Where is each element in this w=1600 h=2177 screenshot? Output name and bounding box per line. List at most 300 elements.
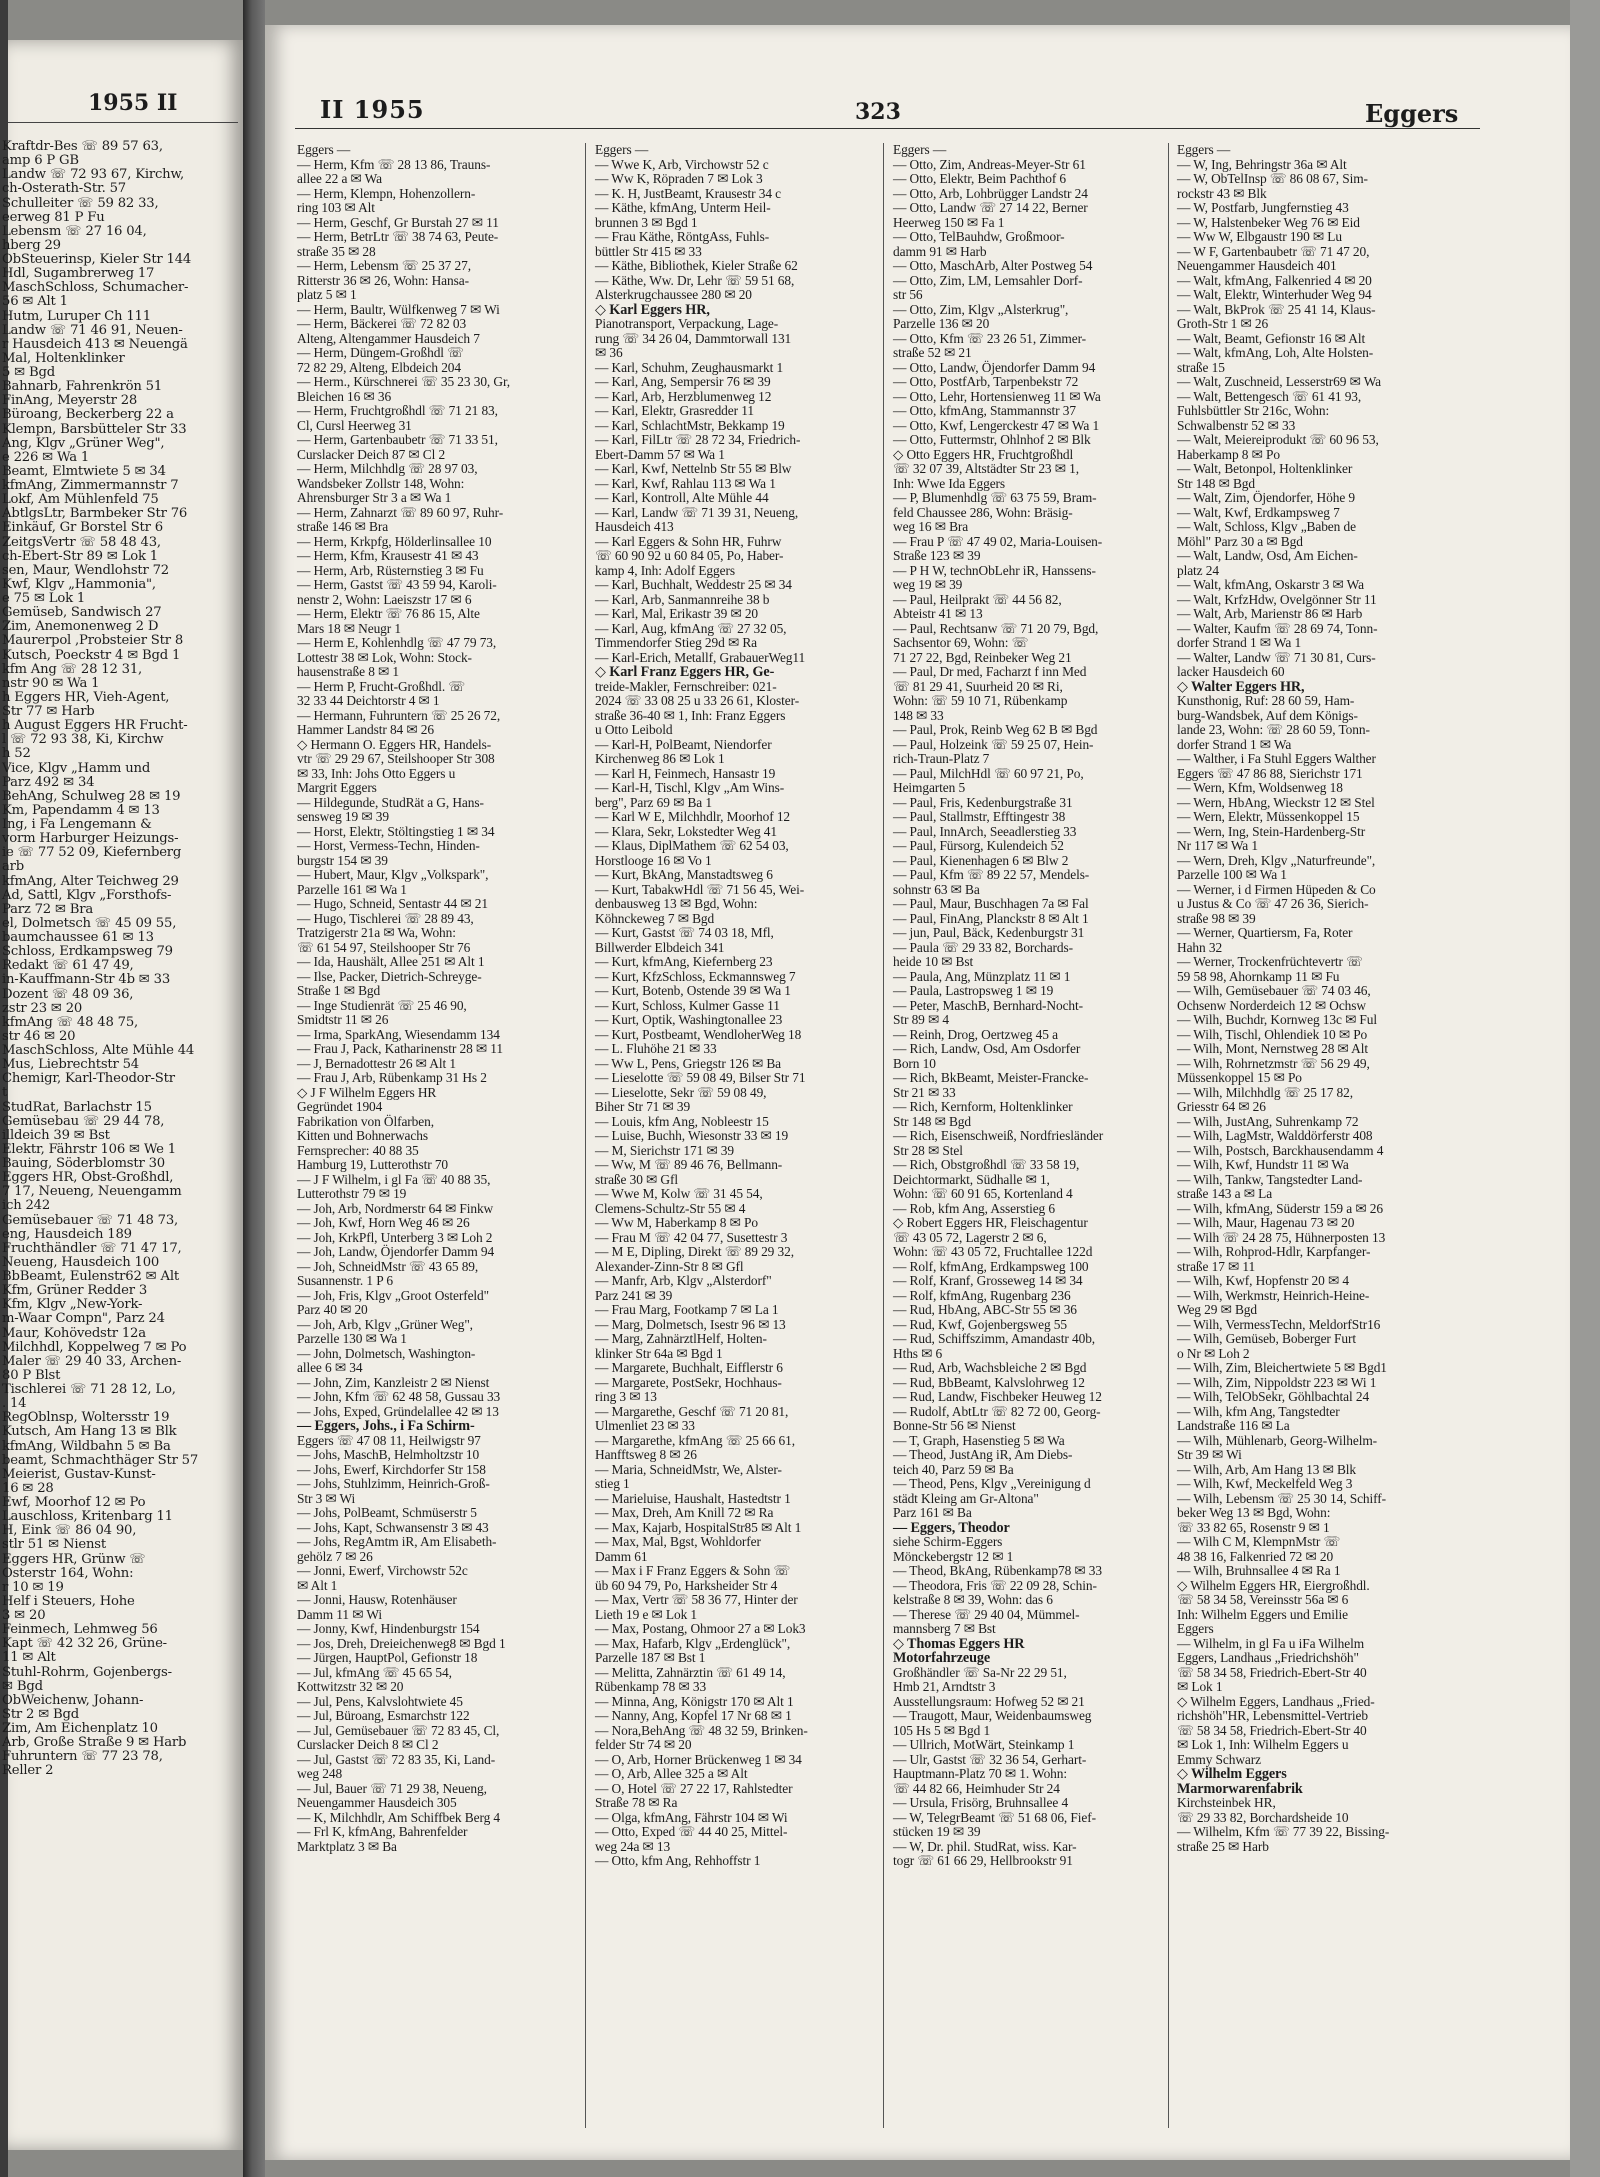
directory-entry-line: — Johs, RegAmtm iR, Am Elisabeth- <box>297 1534 497 1549</box>
previous-page-line: Helf i Steuers, Hohe <box>2 1593 135 1609</box>
directory-entry-line: heide 10 ✉ Bst <box>893 954 974 969</box>
directory-entry-line: Kitten und Bohnerwachs <box>297 1128 428 1143</box>
previous-page-line: hberg 29 <box>2 237 61 253</box>
directory-entry-line: — Werner, Trockenfrüchtevertr ☏ <box>1177 954 1363 969</box>
directory-entry-line: — Herm, Zahnarzt ☏ 89 60 97, Ruhr- <box>297 504 504 520</box>
directory-entry-line: 2024 ☏ 33 08 25 u 33 26 61, Kloster- <box>595 693 800 708</box>
directory-entry-line: — Joh, SchneidMstr ☏ 43 65 89, <box>297 1258 479 1274</box>
directory-entry-line: straße 146 ✉ Bra <box>297 519 389 534</box>
directory-entry-line: — Ww, M ☏ 89 46 76, Bellmann- <box>595 1157 783 1172</box>
directory-entry-line: — John, Zim, Kanzleistr 2 ✉ Nienst <box>297 1374 490 1390</box>
directory-entry-line: Parzelle 136 ✉ 20 <box>893 316 990 331</box>
directory-entry-line: — Herm E, Kohlenhdlg ☏ 47 79 73, <box>297 635 497 650</box>
directory-entry-line: — Otto, kfm Ang, Rehhoffstr 1 <box>595 1853 761 1868</box>
directory-entry-line: ◇ Otto Eggers HR, Fruchtgroßhdl <box>893 446 1074 462</box>
directory-entry-line: — Herm, Arb, Rüsternstieg 3 ✉ Fu <box>297 562 484 578</box>
directory-entry-line: Parzelle 161 ✉ Wa 1 <box>297 881 407 897</box>
directory-entry-line: — Wilh, Zim, Bleichertwiete 5 ✉ Bgd1 <box>1177 1360 1387 1375</box>
directory-entry-line: ☏ 44 82 66, Heimhuder Str 24 <box>893 1780 1060 1796</box>
directory-entry-line: — Klaus, DiplMathem ☏ 62 54 03, <box>595 838 789 853</box>
directory-entry-line: Str 21 ✉ 33 <box>893 1084 956 1100</box>
directory-entry-line: Eggers <box>1177 1621 1214 1636</box>
directory-entry-line: weg 16 ✉ Bra <box>893 519 969 534</box>
previous-page-line: Vice, Klgv „Hamm und <box>2 760 151 776</box>
directory-entry-line: Nr 117 ✉ Wa 1 <box>1177 838 1258 853</box>
previous-page-line: illdeich 39 ✉ Bst <box>2 1127 110 1143</box>
directory-entry-line: Str 89 ✉ 4 <box>893 1012 949 1027</box>
directory-entry-line: — Irma, SparkAng, Wiesendamm 134 <box>297 1026 500 1042</box>
previous-page-line: Str 2 ✉ Bgd <box>2 1706 80 1722</box>
directory-entry-line: beker Weg 13 ✉ Bgd, Wohn: <box>1177 1505 1331 1520</box>
directory-entry-line: — Wern, Ing, Stein-Hardenberg-Str <box>1177 823 1366 839</box>
directory-entry-line: — John, Dolmetsch, Washington- <box>297 1345 476 1361</box>
directory-entry-line: — O, Arb, Allee 325 a ✉ Alt <box>595 1766 748 1781</box>
directory-entry-line: — Johs, PolBeamt, Schmüserstr 5 <box>297 1505 477 1520</box>
directory-entry-line: Müssenkoppel 15 ✉ Po <box>1177 1070 1302 1085</box>
directory-entry-line: ☏ 29 33 82, Borchardsheide 10 <box>1177 1809 1349 1825</box>
directory-entry-line: — Kurt, Botenb, Ostende 39 ✉ Wa 1 <box>595 983 791 998</box>
previous-page-line: el, Dolmetsch ☏ 45 09 55, <box>2 915 177 931</box>
directory-entry-line: — Wilh, Tankw, Tangstedter Land- <box>1177 1171 1363 1187</box>
directory-entry-line: — Paul, Kienenhagen 6 ✉ Blw 2 <box>893 852 1069 868</box>
directory-entry-line: — Horst, Elektr, Stöltingstieg 1 ✉ 34 <box>297 823 495 839</box>
directory-entry-line: — Herm, Fruchtgroßhdl ☏ 71 21 83, <box>297 403 498 418</box>
directory-entry-line: Landstraße 116 ✉ La <box>1177 1418 1290 1433</box>
directory-entry-line: — Margarete, Buchhalt, Eifflerstr 6 <box>595 1360 783 1375</box>
directory-entry-line: straße 36-40 ✉ 1, Inh: Franz Eggers <box>595 707 786 723</box>
directory-entry-line: straße 15 <box>1177 359 1225 375</box>
previous-page-line: Einkäuf, Gr Borstel Str 6 <box>2 520 163 536</box>
directory-entry-line: hausenstraße 8 ✉ 1 <box>297 664 400 679</box>
directory-entry-line: — Paul, Fris, Kedenburgstraße 31 <box>893 794 1073 810</box>
directory-entry-line: — Jonny, Kwf, Hindenburgstr 154 <box>297 1621 480 1636</box>
directory-entry-line: — Walt, Elektr, Winterhuder Weg 94 <box>1177 287 1372 302</box>
directory-entry-line: — Wilh, Lebensm ☏ 25 30 14, Schiff- <box>1177 1490 1386 1506</box>
directory-entry-line: — Lieselotte ☏ 59 08 49, Bilser Str 71 <box>595 1070 806 1085</box>
directory-entry-line: — Hubert, Maur, Klgv „Volkspark", <box>297 867 489 882</box>
previous-page-line: Maurerpol ,Probsteier Str 8 <box>2 633 184 649</box>
directory-entry-line: Straße 78 ✉ Ra <box>595 1795 678 1810</box>
directory-entry-line: — Jul, Pens, Kalvslohtwiete 45 <box>297 1693 463 1709</box>
directory-entry-line: — W, ObTelInsp ☏ 86 08 67, Sim- <box>1177 171 1368 186</box>
directory-entry-line: — P, Blumenhdlg ☏ 63 75 59, Bram- <box>893 490 1097 505</box>
directory-entry-line: — Johs, Ewerf, Kirchdorfer Str 158 <box>297 1461 486 1477</box>
directory-entry-line: Ausstellungsraum: Hofweg 52 ✉ 21 <box>893 1693 1085 1709</box>
directory-entry-line: — Herm., Kürschnerei ☏ 35 23 30, Gr, <box>297 374 511 389</box>
directory-entry-line: Hauptmann-Platz 70 ✉ 1. Wohn: <box>893 1766 1067 1781</box>
directory-entry-line: — Johs, Exped, Gründelallee 42 ✉ 13 <box>297 1403 499 1419</box>
previous-page-line: in-Kauffmann-Str 4b ✉ 33 <box>2 972 171 988</box>
directory-entry-line: — W, Ing, Behringstr 36a ✉ Alt <box>1177 156 1347 172</box>
directory-entry-line: — W, TelegrBeamt ☏ 51 68 06, Fief- <box>893 1809 1096 1825</box>
directory-entry-line: — Theod, JustAng iR, Am Diebs- <box>893 1447 1073 1462</box>
directory-entry-line: — Hermann, Fuhruntern ☏ 25 26 72, <box>297 707 501 723</box>
directory-entry-line: — Karl-H, Tischl, Klgv „Am Wins- <box>595 780 785 795</box>
directory-entry-line: ✉ Alt 1 <box>297 1577 338 1593</box>
previous-page-line: Redakt ☏ 61 47 49, <box>2 958 134 974</box>
previous-page-line: str 46 ✉ 20 <box>2 1028 76 1044</box>
directory-entry-line: Parz 40 ✉ 20 <box>297 1302 368 1317</box>
directory-entry-line: — Wilh, kfmAng, Süderstr 159 a ✉ 26 <box>1177 1200 1383 1216</box>
directory-entry-line: — Karl-H, PolBeamt, Niendorfer <box>595 736 772 752</box>
directory-entry-line: 105 Hs 5 ✉ Bgd 1 <box>893 1722 991 1738</box>
directory-entry-line: — T, Graph, Hasenstieg 5 ✉ Wa <box>893 1432 1065 1448</box>
directory-entry-line: Straße 123 ✉ 39 <box>893 548 981 563</box>
directory-entry-line: — Kurt, Postbeamt, WendloherWeg 18 <box>595 1026 802 1042</box>
directory-entry-line: Gegründet 1904 <box>297 1099 383 1114</box>
volume-year-header: II 1955 <box>320 95 425 124</box>
previous-page-line: BehAng, Schulweg 28 ✉ 19 <box>2 788 181 804</box>
directory-entry-line: — Werner, Quartiersm, Fa, Roter <box>1177 925 1353 940</box>
directory-entry-line: Ebert-Damm 57 ✉ Wa 1 <box>595 446 725 462</box>
previous-page-line: ie ☏ 77 52 09, Kiefernberg <box>2 845 182 861</box>
directory-entry-line: — Herm, Düngem-Großhdl ☏ <box>297 345 464 360</box>
directory-entry-line: Eggers, Landhaus „Friedrichshöh" <box>1177 1650 1359 1665</box>
previous-page-line: ich 242 <box>2 1198 51 1214</box>
previous-page-line: Maler ☏ 29 40 33, Archen- <box>2 1353 182 1369</box>
directory-entry-line: Damm 61 <box>595 1548 648 1564</box>
directory-entry-line: ☏ 43 05 72, Lagerstr 2 ✉ 6, <box>893 1229 1047 1245</box>
previous-page-line: Fruchthändler ☏ 71 47 17, <box>2 1240 182 1256</box>
previous-page-line: 5 ✉ Bgd <box>2 365 55 380</box>
previous-page-line: Kfm, Grüner Redder 3 <box>2 1283 148 1299</box>
directory-entry-line: — Paul, Fürsorg, Kulendeich 52 <box>893 838 1064 853</box>
directory-entry-line: — Otto, Landw ☏ 27 14 22, Berner <box>893 200 1088 215</box>
directory-entry-line: Fabrikation von Ölfarben, <box>297 1113 434 1129</box>
directory-entry-line: — Karl, SchlachtMstr, Bekkamp 19 <box>595 417 785 433</box>
directory-entry-line: — Käthe, Ww. Dr, Lehr ☏ 59 51 68, <box>595 272 795 288</box>
previous-page-line: Schloss, Erdkampsweg 79 <box>2 944 173 960</box>
directory-entry-line: — Rud, Kwf, Gojenbergsweg 55 <box>893 1316 1067 1332</box>
previous-page-line: MaschSchloss, Alte Mühle 44 <box>2 1043 195 1058</box>
directory-entry-line: — Rich, Landw, Osd, Am Osdorfer <box>893 1041 1081 1056</box>
previous-page-line: Feinmech, Lehmweg 56 <box>2 1622 158 1638</box>
previous-page-line: Büroang, Beckerberg 22 a <box>2 407 174 423</box>
directory-entry-line: — Joh, KrkPfl, Unterberg 3 ✉ Loh 2 <box>297 1229 493 1245</box>
directory-entry-line: — Paul, FinAng, Planckstr 8 ✉ Alt 1 <box>893 910 1089 926</box>
directory-entry-line: — Rolf, kfmAng, Rugenbarg 236 <box>893 1287 1071 1303</box>
previous-page-line: 16 ✉ 28 <box>2 1480 54 1496</box>
directory-entry-line: — Otto, Lehr, Hortensienweg 11 ✉ Wa <box>893 388 1101 404</box>
directory-entry-line: burg-Wandsbek, Auf dem Königs- <box>1177 707 1358 723</box>
directory-entry-line: Susannenstr. 1 P 6 <box>297 1273 393 1288</box>
directory-entry-line: — Herm P, Frucht-Großhdl. ☏ <box>297 678 466 694</box>
previous-page-line: Ang, Klgv „Grüner Weg", <box>2 435 165 451</box>
directory-entry-line: — Walt, Zuschneid, Lesserstr69 ✉ Wa <box>1177 374 1382 389</box>
directory-column-1 <box>297 143 577 2128</box>
directory-entry-line: — Ida, Haushält, Allee 251 ✉ Alt 1 <box>297 954 485 969</box>
previous-page-line: Schulleiter ☏ 59 82 33, <box>2 195 159 211</box>
directory-entry-line: ✉ 33, Inh: Johs Otto Eggers u <box>297 765 456 781</box>
directory-entry-line: Möhl" Parz 30 a ✉ Bgd <box>1177 533 1303 549</box>
directory-entry-line: — Wilh, Mont, Nernstweg 28 ✉ Alt <box>1177 1041 1368 1056</box>
previous-page-line: kfmAng ☏ 48 48 75, <box>2 1014 139 1030</box>
directory-entry-line: — Kurt, kfmAng, Kiefernberg 23 <box>595 954 773 969</box>
directory-entry-line: ◇ Wilhelm Eggers HR, Eiergroßhdl. <box>1177 1577 1370 1593</box>
directory-entry-line: 59 58 98, Ahornkamp 11 ✉ Fu <box>1177 968 1340 984</box>
directory-entry-line: — Kurt, Schloss, Kulmer Gasse 11 <box>595 997 780 1013</box>
directory-entry-line: — Karl, Kwf, Rahlau 113 ✉ Wa 1 <box>595 475 776 491</box>
directory-entry-line: — Maria, SchneidMstr, We, Alster- <box>595 1461 782 1477</box>
directory-entry-line: Emmy Schwarz <box>1177 1751 1261 1767</box>
previous-page-line: Mal, Holtenklinker <box>2 350 125 366</box>
directory-entry-line: Ulmenliet 23 ✉ 33 <box>595 1418 695 1433</box>
directory-entry-line: Ritterstr 36 ✉ 26, Wohn: Hansa- <box>297 272 469 288</box>
previous-page-line: zstr 23 ✉ 20 <box>2 1000 83 1016</box>
directory-entry-line: — Karl, Arb, Herzblumenweg 12 <box>595 388 772 404</box>
directory-entry-line: Str 148 ✉ Bgd <box>893 1113 971 1129</box>
directory-entry-line: Bleichen 16 ✉ 36 <box>297 388 392 404</box>
column-divider <box>585 143 586 2128</box>
directory-entry-line: — W, Dr. phil. StudRat, wiss. Kar- <box>893 1838 1077 1854</box>
directory-entry-line: — Luise, Buchh, Wiesonstr 33 ✉ 19 <box>595 1128 789 1143</box>
directory-entry-line: büttler Str 415 ✉ 33 <box>595 243 702 259</box>
directory-entry-line: — Johs, MaschB, Helmholtzstr 10 <box>297 1447 480 1462</box>
directory-column-4 <box>1177 143 1457 2128</box>
directory-entry-line: — Frau M ☏ 42 04 77, Susettestr 3 <box>595 1229 788 1245</box>
directory-entry-line: berg", Parz 69 ✉ Ba 1 <box>595 794 712 810</box>
directory-entry-line: — O, Hotel ☏ 27 22 17, Rahlstedter <box>595 1780 793 1796</box>
previous-page-line: Parz 72 ✉ Bra <box>2 901 94 917</box>
previous-page-line: nstr 90 ✉ Wa 1 <box>2 675 100 691</box>
directory-entry-line: — Wilh, Kwf, Meckelfeld Weg 3 <box>1177 1476 1353 1491</box>
previous-page-line: Maur, Kohövedstr 12a <box>2 1325 146 1341</box>
directory-entry-line: weg 248 <box>297 1766 343 1781</box>
directory-entry-line: Sachsentor 69, Wohn: ☏ <box>893 635 1029 650</box>
directory-firm-heading: ◇ Karl Eggers HR, <box>595 301 710 318</box>
directory-entry-line: — Walter, Landw ☏ 71 30 81, Curs- <box>1177 649 1376 665</box>
directory-entry-line: stieg 1 <box>595 1476 630 1491</box>
directory-entry-line: — Rolf, kfmAng, Erdkampsweg 100 <box>893 1258 1089 1274</box>
directory-entry-line: — Otto, Zim, LM, Lemsahler Dorf- <box>893 272 1083 288</box>
previous-page-line: . 14 <box>2 1396 27 1412</box>
directory-entry-line: 48 38 16, Falkenried 72 ✉ 20 <box>1177 1548 1334 1564</box>
directory-entry-line: — Jürgen, HauptPol, Gefionstr 18 <box>297 1650 478 1665</box>
directory-entry-line: Weg 29 ✉ Bgd <box>1177 1302 1257 1317</box>
previous-page-line: Reller 2 <box>2 1763 54 1779</box>
directory-entry-line: — Jul, Büroang, Esmarchstr 122 <box>297 1708 470 1723</box>
directory-entry-line: Str 148 ✉ Bgd <box>1177 475 1255 491</box>
directory-entry-line: Smidtstr 11 ✉ 26 <box>297 1012 389 1027</box>
directory-entry-line: — Louis, kfm Ang, Nobleestr 15 <box>595 1113 769 1129</box>
directory-entry-line: — Wwe K, Arb, Virchowstr 52 c <box>595 156 769 172</box>
directory-entry-line: Eggers ☏ 47 08 11, Heilwigstr 97 <box>297 1432 481 1448</box>
directory-entry-line: — Wilh, JustAng, Suhrenkamp 72 <box>1177 1113 1359 1129</box>
directory-entry-line: — Karl, Ang, Sempersir 76 ✉ 39 <box>595 374 771 389</box>
directory-entry-line: — Paul, Holzeink ☏ 59 25 07, Hein- <box>893 736 1094 752</box>
directory-entry-line: felder Str 74 ✉ 20 <box>595 1737 692 1752</box>
directory-firm-heading: ◇ Walter Eggers HR, <box>1177 678 1305 695</box>
directory-entry-line: — Kurt, Optik, Washingtonallee 23 <box>595 1012 783 1027</box>
directory-entry-line: — Paul, Dr med, Facharzt f inn Med <box>893 664 1087 679</box>
directory-entry-line: — Karl, Kontroll, Alte Mühle 44 <box>595 490 769 505</box>
directory-entry-line: ring 103 ✉ Alt <box>297 200 375 215</box>
directory-entry-line: — Hugo, Schneid, Sentastr 44 ✉ 21 <box>297 896 488 911</box>
directory-entry-line: Groth-Str 1 ✉ 26 <box>1177 316 1269 331</box>
directory-entry-line: — Karl Eggers & Sohn HR, Fuhrw <box>595 533 782 549</box>
directory-entry-line: mannsberg 7 ✉ Bst <box>893 1621 996 1636</box>
previous-page-line: Gemüsebau ☏ 29 44 78, <box>2 1113 165 1129</box>
directory-entry-line: Timmendorfer Stieg 29d ✉ Ra <box>595 635 758 650</box>
directory-entry-line: — Joh, Kwf, Horn Weg 46 ✉ 26 <box>297 1215 470 1230</box>
directory-entry-line: — Ullrich, MotWärt, Steinkamp 1 <box>893 1737 1075 1752</box>
directory-entry-line: — Rud, BbBeamt, Kalvslohrweg 12 <box>893 1374 1085 1390</box>
directory-entry-line: — Rob, kfm Ang, Asserstieg 6 <box>893 1200 1055 1216</box>
directory-entry-line: straße 35 ✉ 28 <box>297 243 376 259</box>
directory-entry-line: — Herm, Klempn, Hohenzollern- <box>297 185 476 201</box>
directory-entry-line: Damm 11 ✉ Wi <box>297 1606 382 1622</box>
previous-page-line: Milchhdl, Koppelweg 7 ✉ Po <box>2 1339 187 1355</box>
directory-entry-line: — Max, Postang, Ohmoor 27 a ✉ Lok3 <box>595 1621 806 1636</box>
directory-entry-line: — Otto, Zim, Andreas-Meyer-Str 61 <box>893 156 1086 172</box>
directory-entry-line: 71 27 22, Bgd, Reinbeker Weg 21 <box>893 649 1072 665</box>
previous-page-line: FinAng, Meyerstr 28 <box>2 393 138 409</box>
directory-entry-line: Curslacker Deich 8 ✉ Cl 2 <box>297 1737 439 1752</box>
directory-entry-line: — Otto, TelBauhdw, Großmoor- <box>893 229 1065 244</box>
directory-entry-line: stücken 19 ✉ 39 <box>893 1824 981 1839</box>
previous-page-line: vorm Harburger Heizungs- <box>2 831 179 847</box>
previous-page-line: Fuhruntern ☏ 77 23 78, <box>2 1749 163 1765</box>
directory-entry-line: — Wilh, TelObSekr, Göhlbachtal 24 <box>1177 1389 1370 1404</box>
directory-entry-line: gehölz 7 ✉ 26 <box>297 1548 373 1564</box>
directory-entry-line: straße 17 ✉ 11 <box>1177 1258 1256 1274</box>
directory-entry-line: Lieth 19 e ✉ Lok 1 <box>595 1606 698 1622</box>
directory-entry-line: — Walther, i Fa Stuhl Eggers Walther <box>1177 751 1376 766</box>
directory-entry-line: — Karl, Elektr, Grasredder 11 <box>595 403 754 418</box>
directory-entry-line: Billwerder Elbdeich 341 <box>595 939 725 955</box>
directory-entry-line: — Joh, Arb, Nordmerstr 64 ✉ Finkw <box>297 1200 494 1216</box>
previous-page-line: Elektr, Fährstr 106 ✉ We 1 <box>2 1141 176 1157</box>
directory-entry-line: Kirchenweg 86 ✉ Lok 1 <box>595 751 725 766</box>
directory-entry-line: — Max, Kajarb, HospitalStr85 ✉ Alt 1 <box>595 1519 802 1535</box>
previous-page-line: RegOblnsp, Woltersstr 19 <box>2 1410 170 1426</box>
directory-entry-line: dorfer Strand 1 ✉ Wa 1 <box>1177 635 1302 650</box>
previous-page-line: MaschSchloss, Schumacher- <box>2 280 189 296</box>
directory-entry-line: — Ulr, Gastst ☏ 32 36 54, Gerhart- <box>893 1751 1087 1767</box>
directory-entry-line: Tratzigerstr 21a ✉ Wa, Wohn: <box>297 925 456 940</box>
directory-entry-line: — Herm, Kfm ☏ 28 13 86, Trauns- <box>297 156 491 172</box>
directory-entry-line: — Johs, Stuhlzimm, Heinrich-Groß- <box>297 1476 490 1491</box>
previous-page-line: Kutsch, Am Hang 13 ✉ Blk <box>2 1424 177 1440</box>
previous-page-line: Bauing, Söderblomstr 30 <box>2 1156 165 1171</box>
directory-entry-line: — Wwe M, Kolw ☏ 31 45 54, <box>595 1186 763 1201</box>
directory-entry-line: straße 52 ✉ 21 <box>893 345 972 360</box>
previous-page-line: Zim, Anemonenweg 2 D <box>2 619 159 635</box>
directory-entry-line: — Wilh, Maur, Hagenau 73 ✉ 20 <box>1177 1215 1355 1230</box>
directory-entry-line: Eggers — <box>595 142 649 157</box>
previous-page-line: BbBeamt, Eulenstr62 ✉ Alt <box>2 1269 179 1284</box>
directory-entry-line: — Karl, Arb, Sanmannreihe 38 b <box>595 591 770 607</box>
directory-entry-line: — Herm, Kfm, Krausestr 41 ✉ 43 <box>297 548 479 563</box>
directory-entry-line: — Kurt, KfzSchloss, Eckmannsweg 7 <box>595 968 796 984</box>
directory-entry-line: — W F, Gartenbaubetr ☏ 71 47 20, <box>1177 243 1370 259</box>
directory-entry-line: Pianotransport, Verpackung, Lage- <box>595 316 779 331</box>
directory-entry-line: — Klara, Sekr, Lokstedter Weg 41 <box>595 823 777 839</box>
directory-entry-line: — Walt, kfmAng, Oskarstr 3 ✉ Wa <box>1177 577 1364 592</box>
directory-firm-heading: — Eggers, Johs., i Fa Schirm- <box>297 1418 475 1434</box>
previous-page-fragment <box>2 40 243 2150</box>
directory-entry-line: — Theod, BkAng, Rübenkamp78 ✉ 33 <box>893 1563 1102 1578</box>
directory-entry-line: weg 24a ✉ 13 <box>595 1838 671 1854</box>
directory-entry-line: — Peter, MaschB, Bernhard-Nocht- <box>893 997 1084 1013</box>
directory-entry-line: — Walt, Arb, Marienstr 86 ✉ Harb <box>1177 606 1363 621</box>
directory-entry-line: — Paul, Kfm ☏ 89 22 57, Mendels- <box>893 867 1090 882</box>
directory-entry-line: Wohn: ☏ 60 91 65, Kortenland 4 <box>893 1186 1073 1201</box>
directory-entry-line: allee 6 ✉ 34 <box>297 1360 363 1375</box>
directory-entry-line: — Otto, kfmAng, Stammannstr 37 <box>893 403 1076 418</box>
directory-entry-line: ☏ 60 90 92 u 60 84 05, Po, Haber- <box>595 548 784 563</box>
directory-entry-line: richshöh"HR, Lebensmittel-Vertrieb <box>1177 1708 1368 1723</box>
directory-entry-line: rich-Traun-Platz 7 <box>893 751 990 766</box>
directory-entry-line: — Paula ☏ 29 33 82, Borchards- <box>893 939 1073 955</box>
directory-entry-line: nenstr 2, Wohn: Laeiszstr 17 ✉ 6 <box>297 591 472 607</box>
previous-page-line: eerweg 81 P Fu <box>2 209 105 225</box>
previous-page-line: amp 6 P GB <box>2 153 79 169</box>
directory-entry-line: — Walt, Zim, Öjendorfer, Höhe 9 <box>1177 490 1355 505</box>
directory-entry-line: — Karl-Erich, Metallf, GrabauerWeg11 <box>595 649 806 665</box>
directory-entry-line: — Rud, Schiffszimm, Amandastr 40b, <box>893 1331 1096 1346</box>
directory-entry-line: straße 98 ✉ 39 <box>1177 910 1256 926</box>
directory-entry-line: Alexander-Zinn-Str 8 ✉ Gfl <box>595 1258 744 1274</box>
directory-entry-line: Parzelle 130 ✉ Wa 1 <box>297 1331 407 1346</box>
directory-entry-line: Hahn 32 <box>1177 939 1223 955</box>
directory-entry-line: — Paul, MilchHdl ☏ 60 97 21, Po, <box>893 765 1084 781</box>
directory-entry-line: — Otto, PostfArb, Tarpenbekstr 72 <box>893 374 1079 389</box>
directory-entry-line: — Theod, Pens, Klgv „Vereinigung d <box>893 1476 1091 1491</box>
directory-entry-line: — Manfr, Arb, Klgv „Alsterdorf" <box>595 1273 772 1288</box>
directory-entry-line: — Margarethe, kfmAng ☏ 25 66 61, <box>595 1432 795 1448</box>
directory-entry-line: — Wilh, Milchhdlg ☏ 25 17 82, <box>1177 1084 1353 1100</box>
directory-entry-line: — Paul, Maur, Buschhagen 7a ✉ Fal <box>893 896 1089 911</box>
previous-page-line: e 75 ✉ Lok 1 <box>2 591 86 606</box>
surname-running-head: Eggers <box>1365 99 1459 128</box>
directory-entry-line: — Jul, Bauer ☏ 71 29 38, Neueng, <box>297 1780 487 1796</box>
previous-page-line: baumchaussee 61 ✉ 13 <box>2 930 154 945</box>
directory-entry-line: — Theodora, Fris ☏ 22 09 28, Schin- <box>893 1577 1097 1593</box>
directory-entry-line: — Wilh, Tischl, Ohlendiek 10 ✉ Po <box>1177 1026 1368 1042</box>
directory-entry-line: — Werner, i d Firmen Hüpeden & Co <box>1177 881 1376 897</box>
directory-entry-line: damm 91 ✉ Harb <box>893 243 987 259</box>
directory-entry-line: — Marg, ZahnärztlHelf, Holten- <box>595 1331 767 1346</box>
directory-entry-line: — Walt, Meiereiprodukt ☏ 60 96 53, <box>1177 432 1379 447</box>
directory-entry-line: — Paul, InnArch, Seeadlerstieg 33 <box>893 823 1077 839</box>
previous-page-line: kfmAng, Alter Teichweg 29 <box>2 873 179 889</box>
directory-entry-line: Alteng, Altengammer Hausdeich 7 <box>297 330 480 346</box>
directory-entry-line: ✉ 36 <box>595 345 623 360</box>
directory-entry-line: — P H W, technObLehr iR, Hanssens- <box>893 562 1096 578</box>
directory-entry-line: teich 40, Parz 59 ✉ Ba <box>893 1461 1014 1477</box>
previous-page-line: ✉ Bgd <box>2 1678 43 1694</box>
directory-entry-line: — Walt, Bettengesch ☏ 61 41 93, <box>1177 388 1362 404</box>
previous-page-line: Gemüsebauer ☏ 71 48 73, <box>2 1212 179 1228</box>
directory-entry-line: ◇ Wilhelm Eggers, Landhaus „Fried- <box>1177 1693 1375 1709</box>
previous-page-line: kfmAng, Wildbahn 5 ✉ Ba <box>2 1438 171 1454</box>
directory-entry-line: Horstlooge 16 ✉ Vo 1 <box>595 852 712 868</box>
directory-entry-line: — Karl, Schuhm, Zeughausmarkt 1 <box>595 359 784 375</box>
directory-entry-line: — Horst, Vermess-Techn, Hinden- <box>297 838 480 853</box>
directory-entry-line: treide-Makler, Fernschreiber: 021- <box>595 678 777 694</box>
directory-entry-line: Hamburg 19, Lutterothstr 70 <box>297 1157 449 1172</box>
directory-entry-line: Biher Str 71 ✉ 39 <box>595 1099 691 1114</box>
directory-entry-line: — Frl K, kfmAng, Bahrenfelder <box>297 1824 468 1839</box>
directory-entry-line: — Ww L, Pens, Griegstr 126 ✉ Ba <box>595 1055 782 1071</box>
directory-entry-line: — Olga, kfmAng, Fährstr 104 ✉ Wi <box>595 1809 788 1825</box>
directory-entry-line: — Rich, Eisenschweiß, Nordfriesländer <box>893 1128 1104 1143</box>
directory-entry-line: — Otto, Landw, Öjendorfer Damm 94 <box>893 359 1096 375</box>
directory-entry-line: Neuengammer Hausdeich 401 <box>1177 258 1337 273</box>
directory-column-2 <box>595 143 875 2128</box>
previous-page-line: Kfm, Klgv „New-York- <box>2 1297 143 1313</box>
